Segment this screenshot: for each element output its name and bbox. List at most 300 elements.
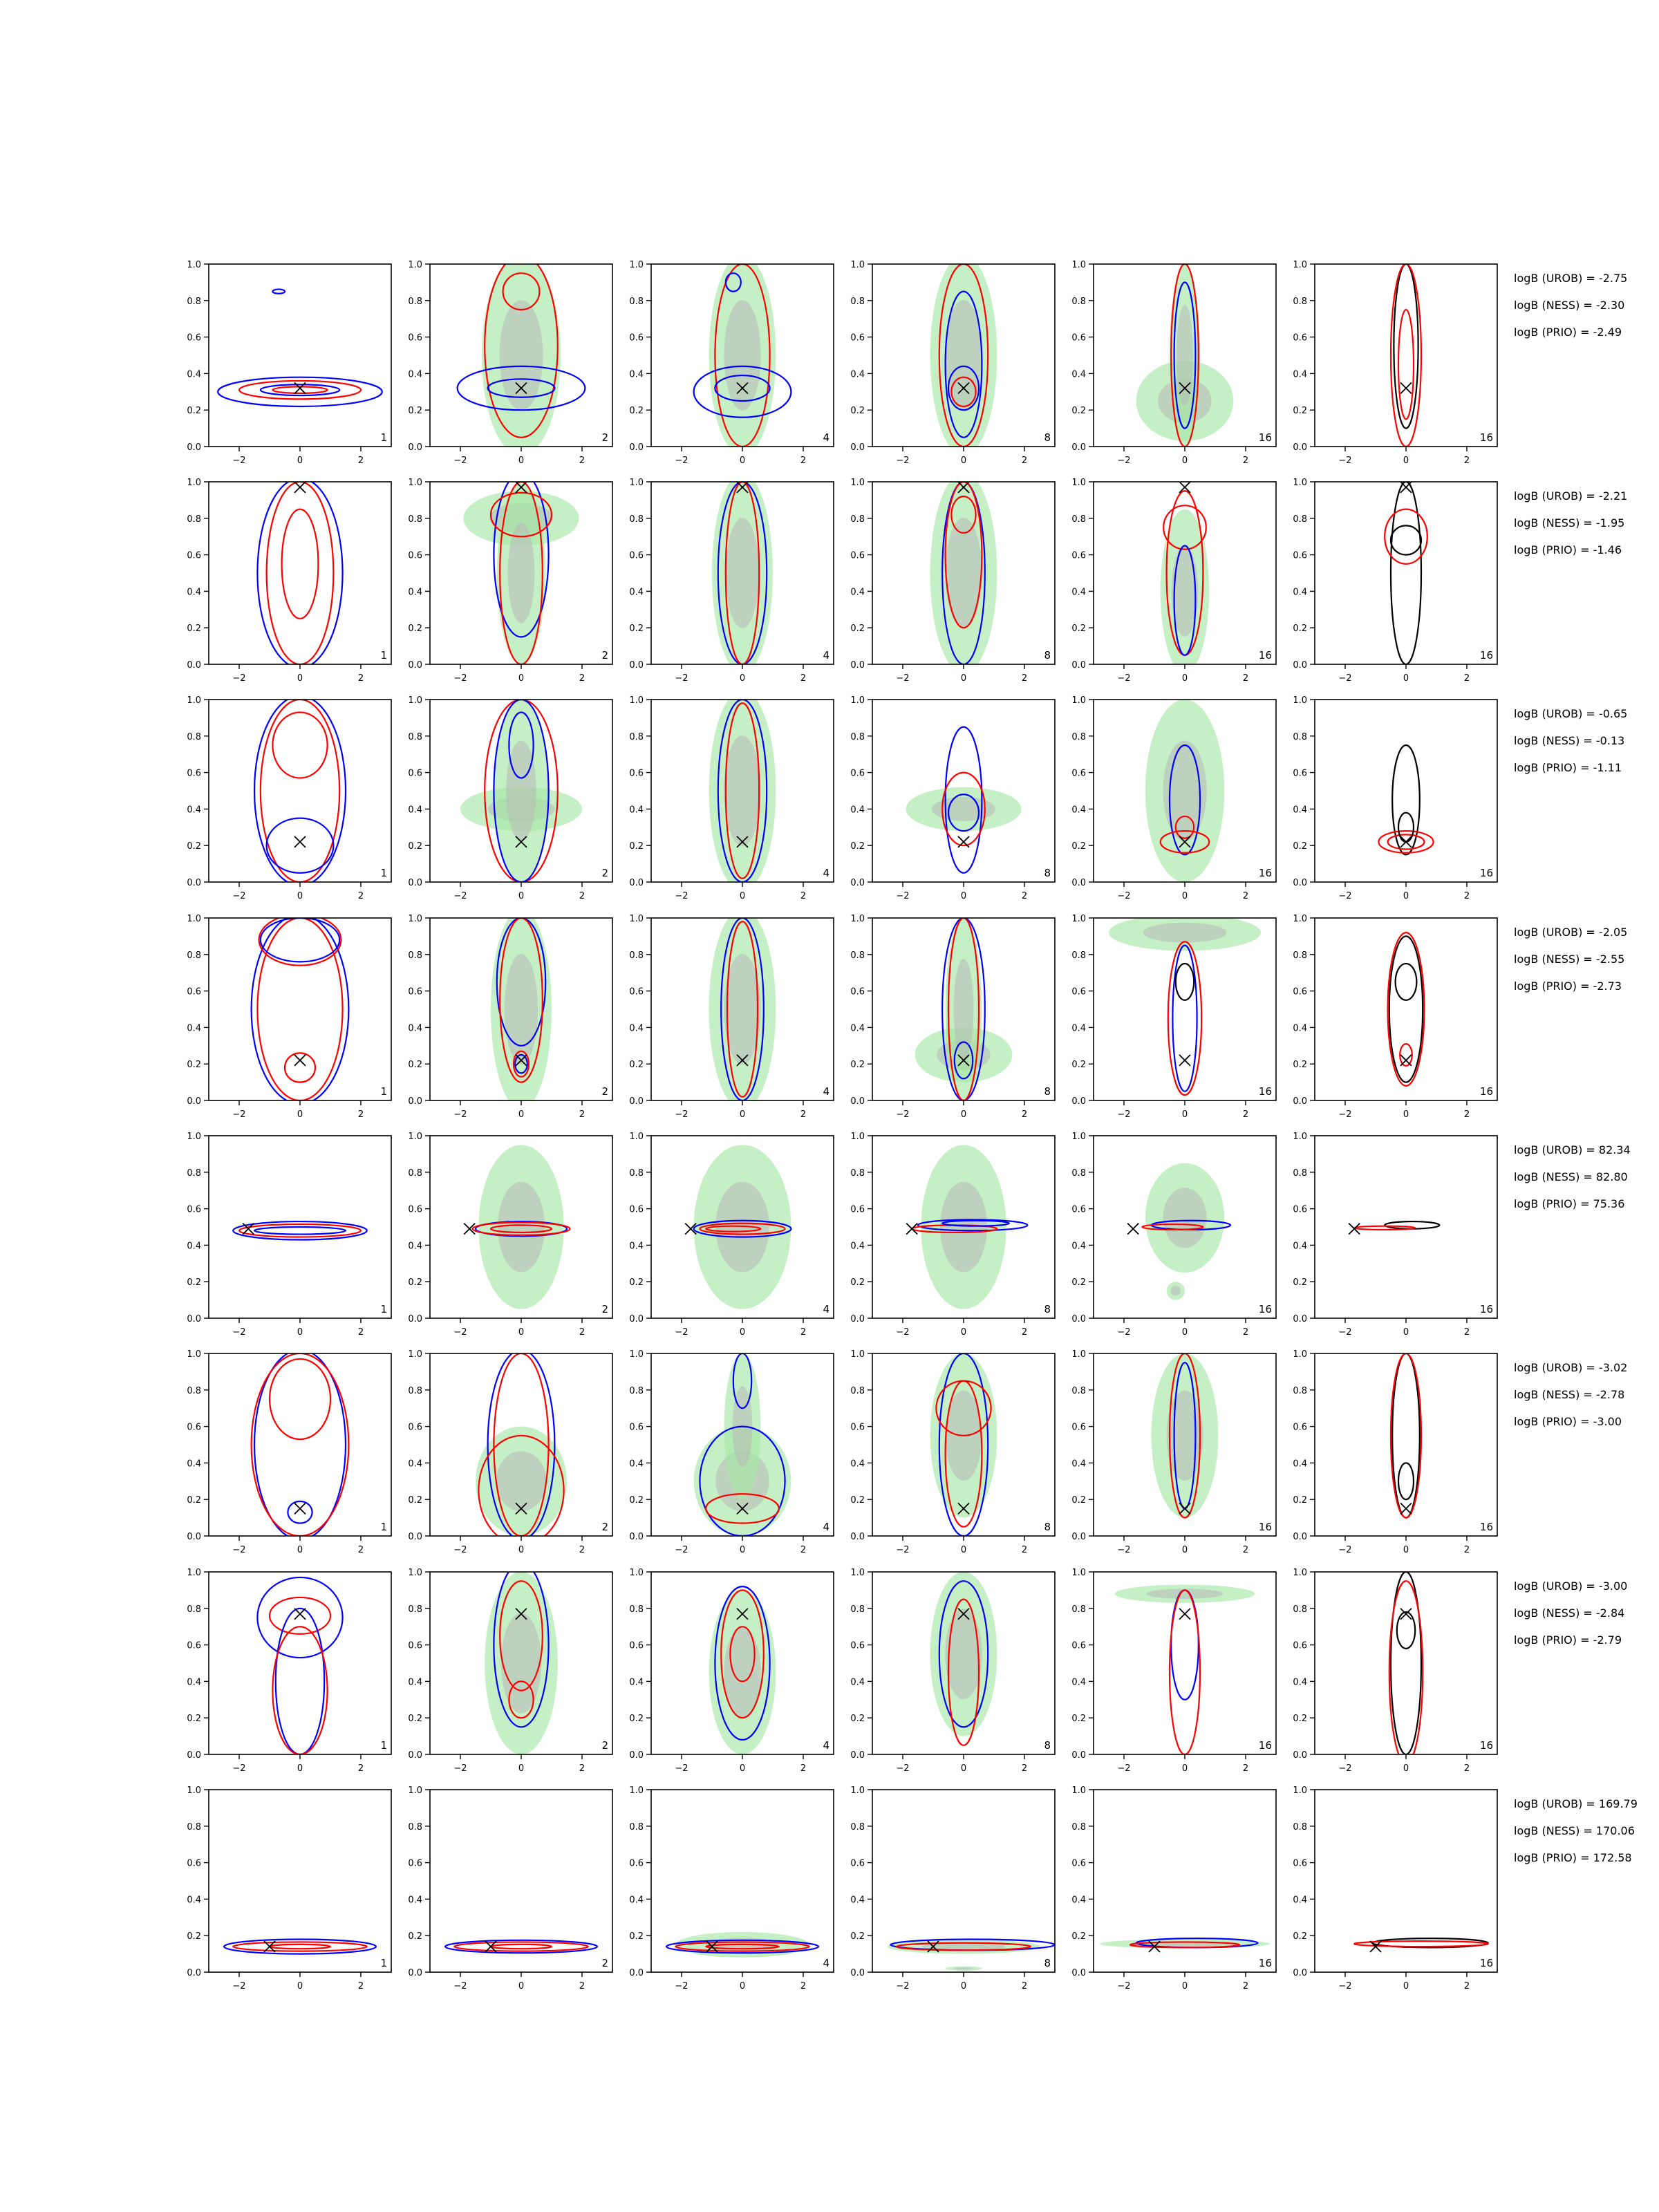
y-tick-label: 1.0 xyxy=(1071,1349,1086,1360)
x-tick-label: 2 xyxy=(579,456,585,466)
x-tick-label: 0 xyxy=(297,456,303,466)
y-tick-label: 0.0 xyxy=(629,878,644,888)
logb-label: logB (UROB) = 82.34 xyxy=(1514,1143,1631,1156)
y-tick-label: 0.4 xyxy=(1071,587,1086,598)
x-tick-label: −2 xyxy=(675,891,688,901)
y-tick-label: 1.0 xyxy=(408,695,422,706)
y-tick-label: 0.0 xyxy=(187,1096,201,1107)
panel-corner-label: 16 xyxy=(1258,649,1272,662)
y-tick-label: 1.0 xyxy=(408,1785,422,1796)
x-tick-label: 0 xyxy=(739,1763,746,1774)
panel-r5-c4 xyxy=(850,1132,1055,1338)
x-tick-label: −2 xyxy=(675,1763,688,1774)
y-tick-label: 0.4 xyxy=(408,369,422,380)
y-tick-label: 0.4 xyxy=(187,1895,201,1906)
panel-r6-c6 xyxy=(1293,1349,1497,1555)
y-tick-label: 0.0 xyxy=(1293,442,1307,453)
y-tick-label: 0.0 xyxy=(187,1968,201,1978)
y-tick-label: 0.2 xyxy=(408,624,422,635)
red-contour xyxy=(239,381,361,399)
panel-corner-label: 1 xyxy=(380,1521,387,1533)
red-contour xyxy=(270,1944,330,1949)
x-tick-label: 2 xyxy=(1463,1981,1470,1991)
panel-corner-label: 4 xyxy=(823,1521,830,1533)
panel-r7-c1 xyxy=(187,1568,391,1774)
logb-label: logB (PRIO) = -2.73 xyxy=(1514,980,1622,993)
y-tick-label: 1.0 xyxy=(850,695,865,706)
y-tick-label: 0.8 xyxy=(408,1385,422,1396)
x-tick-label: 2 xyxy=(1021,891,1028,901)
x-tick-label: 0 xyxy=(1403,1545,1409,1555)
x-tick-label: −2 xyxy=(675,1327,688,1338)
y-tick-label: 0.4 xyxy=(1071,805,1086,816)
plot-area xyxy=(1354,1938,1488,1952)
y-tick-label: 0.6 xyxy=(1071,1858,1086,1869)
density-core xyxy=(1163,1188,1207,1248)
panel-corner-label: 4 xyxy=(823,867,830,879)
x-tick-label: 0 xyxy=(960,1981,967,1991)
y-tick-label: 0.0 xyxy=(187,1314,201,1324)
x-tick-label: 0 xyxy=(960,1545,967,1555)
y-tick-label: 0.8 xyxy=(850,296,865,307)
y-tick-label: 0.0 xyxy=(187,1532,201,1542)
y-tick-label: 0.8 xyxy=(1293,731,1307,742)
y-tick-label: 0.8 xyxy=(629,1604,644,1615)
y-tick-label: 1.0 xyxy=(1293,260,1307,270)
y-tick-label: 0.4 xyxy=(629,1677,644,1688)
plot-area xyxy=(460,700,582,882)
x-tick-label: 2 xyxy=(357,1327,364,1338)
y-tick-label: 0.0 xyxy=(408,878,422,888)
y-tick-label: 0.6 xyxy=(629,332,644,344)
plot-area xyxy=(1378,745,1433,854)
y-tick-label: 0.4 xyxy=(187,369,201,380)
logb-label: logB (NESS) = 170.06 xyxy=(1514,1824,1635,1837)
y-tick-label: 0.2 xyxy=(1071,1060,1086,1071)
x-tick-label: 2 xyxy=(800,1327,807,1338)
x-tick-label: 2 xyxy=(579,1327,585,1338)
y-tick-label: 1.0 xyxy=(629,478,644,488)
x-tick-label: 2 xyxy=(1021,1545,1028,1555)
plot-area xyxy=(915,918,1013,1100)
true-value-marker xyxy=(1179,1609,1190,1620)
x-tick-label: 0 xyxy=(1181,1545,1188,1555)
y-tick-label: 1.0 xyxy=(187,1568,201,1578)
panel-corner-label: 2 xyxy=(601,649,608,662)
y-tick-label: 0.6 xyxy=(1071,1204,1086,1215)
y-tick-label: 0.8 xyxy=(1071,1604,1086,1615)
y-tick-label: 0.0 xyxy=(850,442,865,453)
y-tick-label: 0.6 xyxy=(1293,1422,1307,1433)
panel-grid xyxy=(187,255,1497,1991)
panel-r5-c1 xyxy=(187,1132,391,1338)
y-tick-label: 0.8 xyxy=(850,1821,865,1833)
x-tick-label: 2 xyxy=(800,673,807,684)
y-tick-label: 0.6 xyxy=(850,332,865,344)
x-tick-label: 0 xyxy=(739,1109,746,1120)
true-value-marker xyxy=(1400,836,1412,847)
y-tick-label: 0.6 xyxy=(1071,550,1086,561)
panel-r4-c1 xyxy=(187,914,391,1120)
red-contour xyxy=(1389,1581,1423,1763)
y-tick-label: 0.0 xyxy=(850,1096,865,1107)
panel-corner-label: 16 xyxy=(1258,1303,1272,1315)
y-tick-label: 0.2 xyxy=(408,1495,422,1506)
panel-r8-c5 xyxy=(1071,1785,1276,1991)
plot-area xyxy=(458,255,585,456)
red-contour xyxy=(1354,1226,1415,1230)
x-tick-label: 0 xyxy=(1403,673,1409,684)
x-tick-label: 2 xyxy=(357,1109,364,1120)
x-tick-label: −2 xyxy=(1338,1763,1352,1774)
y-tick-label: 0.4 xyxy=(629,1023,644,1034)
x-tick-label: 0 xyxy=(1181,673,1188,684)
x-tick-label: 0 xyxy=(297,673,303,684)
density-core xyxy=(506,740,536,841)
y-tick-label: 1.0 xyxy=(1071,478,1086,488)
panel-r1-c3 xyxy=(629,255,834,466)
panel-corner-label: 1 xyxy=(380,649,387,662)
x-tick-label: 2 xyxy=(800,1109,807,1120)
x-tick-label: −2 xyxy=(675,456,688,466)
plot-area xyxy=(1389,1572,1423,1763)
y-tick-label: 0.4 xyxy=(629,1895,644,1906)
y-tick-label: 1.0 xyxy=(1071,695,1086,706)
x-tick-label: 0 xyxy=(1181,891,1188,901)
density-core xyxy=(505,954,538,1065)
panel-corner-label: 16 xyxy=(1479,1957,1493,1969)
y-tick-label: 0.0 xyxy=(1071,1314,1086,1324)
y-tick-label: 0.2 xyxy=(1293,1931,1307,1942)
x-tick-label: −2 xyxy=(1338,1545,1352,1555)
y-tick-label: 1.0 xyxy=(850,1349,865,1360)
y-tick-label: 1.0 xyxy=(1293,1349,1307,1360)
y-tick-label: 0.8 xyxy=(850,1168,865,1179)
x-tick-label: 2 xyxy=(357,891,364,901)
y-tick-label: 0.0 xyxy=(629,1532,644,1542)
logb-label: logB (UROB) = -3.02 xyxy=(1514,1361,1628,1374)
panel-corner-label: 8 xyxy=(1044,1957,1051,1969)
panel-corner-label: 4 xyxy=(823,649,830,662)
logb-label: logB (PRIO) = -1.46 xyxy=(1514,543,1622,556)
panel-r8-c6 xyxy=(1293,1785,1497,1991)
x-tick-label: 2 xyxy=(357,1763,364,1774)
y-tick-label: 0.2 xyxy=(187,1931,201,1942)
plot-area xyxy=(252,915,349,1105)
y-tick-label: 0.4 xyxy=(1071,1459,1086,1470)
blue-contour xyxy=(288,1501,312,1524)
x-tick-label: 2 xyxy=(579,673,585,684)
y-tick-label: 0.4 xyxy=(187,1459,201,1470)
y-tick-label: 0.8 xyxy=(850,514,865,525)
x-tick-label: 2 xyxy=(1242,1981,1249,1991)
true-value-marker xyxy=(294,482,306,493)
panel-corner-label: 1 xyxy=(380,867,387,879)
panel-r4-c2 xyxy=(408,909,612,1120)
x-tick-label: 0 xyxy=(518,1327,525,1338)
density-core xyxy=(508,523,535,623)
x-tick-label: −2 xyxy=(453,1109,467,1120)
y-tick-label: 0.8 xyxy=(187,950,201,961)
y-tick-label: 0.8 xyxy=(629,1168,644,1179)
plot-area xyxy=(709,1586,776,1754)
panel-r1-c4 xyxy=(850,255,1055,466)
axes-frame xyxy=(1315,918,1497,1100)
panel-r2-c1 xyxy=(187,478,391,684)
y-tick-label: 0.6 xyxy=(850,768,865,779)
y-tick-label: 0.2 xyxy=(187,406,201,417)
x-tick-label: −2 xyxy=(1338,456,1352,466)
x-tick-label: 0 xyxy=(1181,1109,1188,1120)
true-value-marker xyxy=(1400,1055,1412,1066)
panel-corner-label: 2 xyxy=(601,1957,608,1969)
plot-area xyxy=(218,289,382,406)
panel-corner-label: 16 xyxy=(1479,649,1493,662)
logb-label: logB (NESS) = -1.95 xyxy=(1514,516,1625,529)
y-tick-label: 0.2 xyxy=(187,1277,201,1288)
y-tick-label: 0.6 xyxy=(850,1204,865,1215)
x-tick-label: −2 xyxy=(1117,1109,1131,1120)
x-tick-label: 2 xyxy=(357,1981,364,1991)
y-tick-label: 0.2 xyxy=(1293,406,1307,417)
logb-label: logB (UROB) = -2.05 xyxy=(1514,926,1628,939)
x-tick-label: −2 xyxy=(453,1545,467,1555)
y-tick-label: 0.6 xyxy=(629,986,644,997)
y-tick-label: 0.2 xyxy=(629,406,644,417)
logb-label: logB (PRIO) = -1.11 xyxy=(1514,761,1622,774)
logb-label: logB (NESS) = -2.78 xyxy=(1514,1388,1625,1401)
y-tick-label: 0.2 xyxy=(1293,624,1307,635)
y-tick-label: 0.0 xyxy=(1293,1750,1307,1761)
y-tick-label: 0.8 xyxy=(1293,1604,1307,1615)
y-tick-label: 0.8 xyxy=(1071,731,1086,742)
logb-label: logB (NESS) = -2.30 xyxy=(1514,299,1625,312)
density-core xyxy=(932,797,995,821)
y-tick-label: 0.4 xyxy=(187,805,201,816)
y-tick-label: 0.6 xyxy=(187,1204,201,1215)
logb-label: logB (PRIO) = -3.00 xyxy=(1514,1415,1622,1428)
y-tick-label: 0.4 xyxy=(629,1459,644,1470)
y-tick-label: 1.0 xyxy=(1293,1785,1307,1796)
y-tick-label: 0.0 xyxy=(187,1750,201,1761)
x-tick-label: 2 xyxy=(1242,891,1249,901)
x-tick-label: −2 xyxy=(896,1327,910,1338)
black-contour xyxy=(1176,964,1194,1000)
panel-corner-label: 16 xyxy=(1258,1739,1272,1752)
red-contour xyxy=(1391,1353,1421,1518)
y-tick-label: 0.0 xyxy=(850,660,865,671)
red-contour xyxy=(270,1359,330,1439)
y-tick-label: 0.4 xyxy=(187,1241,201,1252)
x-tick-label: −2 xyxy=(453,1327,467,1338)
y-tick-label: 1.0 xyxy=(187,478,201,488)
x-tick-label: 0 xyxy=(1403,1109,1409,1120)
y-tick-label: 0.4 xyxy=(1293,1241,1307,1252)
density-core xyxy=(724,954,760,1065)
panel-r5-c3 xyxy=(629,1132,834,1338)
blue-contour xyxy=(254,1350,346,1540)
y-tick-label: 1.0 xyxy=(1293,478,1307,488)
x-tick-label: 2 xyxy=(1242,1327,1249,1338)
blue-contour xyxy=(272,289,285,293)
y-tick-label: 0.8 xyxy=(1071,950,1086,961)
x-tick-label: 0 xyxy=(960,1109,967,1120)
y-tick-label: 0.0 xyxy=(187,878,201,888)
plot-area xyxy=(1115,1584,1255,1754)
panel-r2-c6 xyxy=(1293,478,1497,684)
y-tick-label: 1.0 xyxy=(1293,1568,1307,1578)
y-tick-label: 0.2 xyxy=(629,1060,644,1071)
plot-area xyxy=(1161,482,1209,673)
y-tick-label: 0.0 xyxy=(1293,1968,1307,1978)
y-tick-label: 0.2 xyxy=(850,1495,865,1506)
red-contour xyxy=(233,1942,367,1951)
y-tick-label: 0.4 xyxy=(850,369,865,380)
x-tick-label: −2 xyxy=(232,1981,246,1991)
x-tick-label: 2 xyxy=(1463,1327,1470,1338)
x-tick-label: 2 xyxy=(1463,891,1470,901)
panel-r3-c2 xyxy=(408,695,612,901)
y-tick-label: 0.2 xyxy=(187,1714,201,1725)
x-tick-label: 0 xyxy=(518,456,525,466)
plot-area xyxy=(888,1939,1055,1970)
x-tick-label: 0 xyxy=(518,891,525,901)
y-tick-label: 0.0 xyxy=(408,1750,422,1761)
y-tick-label: 1.0 xyxy=(629,260,644,270)
x-tick-label: 2 xyxy=(800,1981,807,1991)
blue-contour xyxy=(1172,946,1197,1091)
y-tick-label: 0.8 xyxy=(850,1604,865,1615)
y-tick-label: 1.0 xyxy=(1293,1132,1307,1142)
y-tick-label: 0.0 xyxy=(629,442,644,453)
panel-corner-label: 1 xyxy=(380,1957,387,1969)
y-tick-label: 0.8 xyxy=(408,1821,422,1833)
panel-corner-label: 16 xyxy=(1479,1739,1493,1752)
plot-area xyxy=(476,1350,567,1545)
plot-area xyxy=(709,909,776,1109)
x-tick-label: −2 xyxy=(1338,1109,1352,1120)
x-tick-label: 0 xyxy=(518,1545,525,1555)
panel-r8-c4 xyxy=(850,1785,1055,1991)
x-tick-label: 2 xyxy=(1242,1109,1249,1120)
y-tick-label: 0.4 xyxy=(850,587,865,598)
red-contour xyxy=(270,1597,330,1634)
x-tick-label: −2 xyxy=(896,456,910,466)
panel-r6-c3 xyxy=(629,1349,834,1555)
plot-area xyxy=(1152,1353,1219,1518)
y-tick-label: 1.0 xyxy=(1071,1568,1086,1578)
panel-r1-c5 xyxy=(1071,260,1276,466)
plot-area xyxy=(257,1577,342,1754)
panel-r6-c1 xyxy=(187,1349,391,1555)
x-tick-label: 2 xyxy=(800,456,807,466)
y-tick-label: 0.8 xyxy=(1071,1385,1086,1396)
y-tick-label: 0.2 xyxy=(629,1495,644,1506)
y-tick-label: 0.8 xyxy=(408,731,422,742)
x-tick-label: 0 xyxy=(297,891,303,901)
y-tick-label: 0.8 xyxy=(1293,1385,1307,1396)
y-tick-label: 0.6 xyxy=(629,1204,644,1215)
x-tick-label: 2 xyxy=(357,456,364,466)
x-tick-label: −2 xyxy=(896,891,910,901)
logb-label: logB (PRIO) = -2.49 xyxy=(1514,326,1622,339)
x-tick-label: 0 xyxy=(739,673,746,684)
panel-corner-label: 2 xyxy=(601,1085,608,1098)
y-tick-label: 0.0 xyxy=(187,442,201,453)
x-tick-label: −2 xyxy=(1117,673,1131,684)
y-tick-label: 1.0 xyxy=(187,695,201,706)
y-tick-label: 1.0 xyxy=(1071,260,1086,270)
panel-corner-label: 1 xyxy=(380,1303,387,1315)
y-tick-label: 0.8 xyxy=(187,1604,201,1615)
y-tick-label: 0.6 xyxy=(850,550,865,561)
x-tick-label: 2 xyxy=(1463,456,1470,466)
panel-corner-label: 4 xyxy=(823,431,830,444)
x-tick-label: −2 xyxy=(1117,1545,1131,1555)
true-value-marker xyxy=(1400,482,1412,493)
y-tick-label: 0.4 xyxy=(1293,1459,1307,1470)
red-contour xyxy=(1400,1044,1412,1066)
density-core xyxy=(945,1609,982,1699)
panel-r4-c4 xyxy=(850,914,1055,1120)
y-tick-label: 0.0 xyxy=(408,1314,422,1324)
y-tick-label: 0.2 xyxy=(1071,406,1086,417)
true-value-marker xyxy=(464,1224,475,1235)
y-tick-label: 0.6 xyxy=(1293,1858,1307,1869)
x-tick-label: −2 xyxy=(232,456,246,466)
x-tick-label: −2 xyxy=(1117,1981,1131,1991)
blue-contour xyxy=(276,1609,324,1754)
y-tick-label: 0.6 xyxy=(1293,1204,1307,1215)
panel-corner-label: 16 xyxy=(1479,867,1493,879)
y-tick-label: 0.6 xyxy=(187,332,201,344)
density-core xyxy=(724,300,760,411)
blue-contour xyxy=(254,696,346,886)
y-tick-label: 1.0 xyxy=(629,1349,644,1360)
y-tick-label: 0.6 xyxy=(1293,768,1307,779)
y-tick-label: 0.2 xyxy=(408,1060,422,1071)
panel-corner-label: 2 xyxy=(601,431,608,444)
x-tick-label: 0 xyxy=(1403,456,1409,466)
x-tick-label: −2 xyxy=(453,673,467,684)
y-tick-label: 1.0 xyxy=(1071,914,1086,924)
red-contour xyxy=(257,918,342,1100)
x-tick-label: −2 xyxy=(1338,1327,1352,1338)
x-tick-label: 2 xyxy=(1021,1327,1028,1338)
x-tick-label: 2 xyxy=(1021,1109,1028,1120)
y-tick-label: 0.8 xyxy=(187,731,201,742)
panel-r4-c6 xyxy=(1293,914,1497,1120)
y-tick-label: 0.2 xyxy=(1071,1714,1086,1725)
y-tick-label: 0.8 xyxy=(629,514,644,525)
y-tick-label: 0.8 xyxy=(1071,1168,1086,1179)
red-contour xyxy=(285,1053,315,1082)
x-tick-label: 0 xyxy=(297,1545,303,1555)
y-tick-label: 1.0 xyxy=(408,1568,422,1578)
logb-label: logB (UROB) = -0.65 xyxy=(1514,707,1628,720)
y-tick-label: 0.8 xyxy=(629,731,644,742)
y-tick-label: 0.0 xyxy=(1293,1096,1307,1107)
panel-corner-label: 16 xyxy=(1479,1303,1493,1315)
y-tick-label: 0.4 xyxy=(850,1241,865,1252)
x-tick-label: −2 xyxy=(1338,891,1352,901)
y-tick-label: 0.8 xyxy=(1071,296,1086,307)
panel-corner-label: 8 xyxy=(1044,649,1051,662)
plot-area xyxy=(685,1145,791,1309)
red-contour xyxy=(261,700,339,882)
y-tick-label: 0.6 xyxy=(408,1858,422,1869)
x-tick-label: 0 xyxy=(297,1109,303,1120)
